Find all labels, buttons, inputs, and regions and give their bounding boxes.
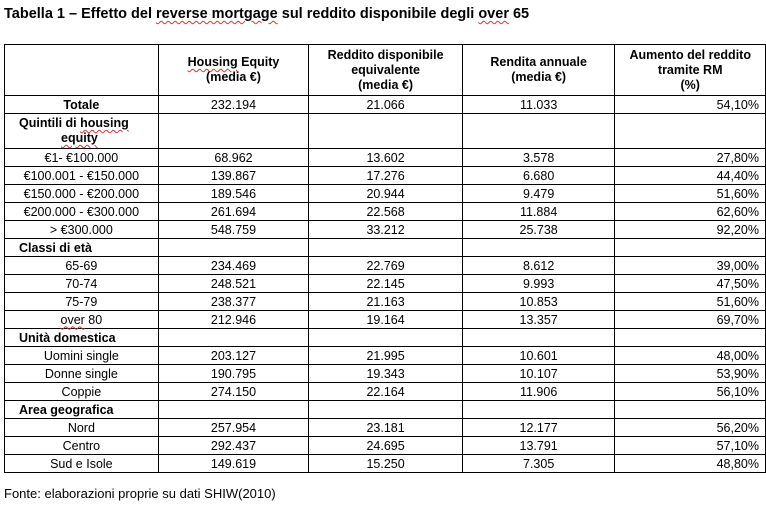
cell-rendita: 3.578	[462, 149, 615, 167]
row-label: 75-79	[5, 293, 159, 311]
title-part: Tabella 1 – Effetto del	[4, 6, 157, 22]
title-part: sul reddito disponibile degli	[277, 6, 479, 22]
section-title: Classi di età	[5, 239, 159, 257]
cell-housing-equity: 274.150	[158, 383, 309, 401]
cell-reddito: 13.602	[309, 149, 463, 167]
table-row	[5, 257, 766, 275]
table-row	[5, 455, 766, 473]
cell-reddito: 22.769	[309, 257, 463, 275]
row-label: 65-69	[5, 257, 159, 275]
cell-rendita: 6.680	[462, 167, 615, 185]
cell-aumento: 27,80%	[615, 149, 766, 167]
cell-rendita: 10.601	[462, 347, 615, 365]
title-part: 65	[508, 6, 530, 22]
cell-aumento: 48,80%	[615, 455, 766, 473]
cell-housing-equity: 212.946	[158, 311, 309, 329]
cell-rendita: 13.791	[462, 437, 615, 455]
cell-reddito: 22.164	[309, 383, 463, 401]
cell-reddito: 21.163	[309, 293, 463, 311]
table-row	[5, 419, 766, 437]
row-label: Sud e Isole	[5, 455, 159, 473]
cell-rendita: 13.357	[462, 311, 615, 329]
cell-housing-equity: 203.127	[158, 347, 309, 365]
column-header-aumento	[615, 45, 766, 96]
row-label-part: over	[60, 312, 85, 327]
cell-reddito: 21.995	[309, 347, 463, 365]
cell-housing-equity: 292.437	[158, 437, 309, 455]
cell-aumento: 51,60%	[615, 293, 766, 311]
section-header-row	[5, 329, 766, 347]
cell-rendita: 10.853	[462, 293, 615, 311]
column-header-rendita	[462, 45, 615, 96]
header-text: Reddito disponibile	[327, 47, 444, 62]
cell-rendita: 9.993	[462, 275, 615, 293]
table-title	[4, 6, 529, 22]
cell-rendita: 8.612	[462, 257, 615, 275]
cell-aumento: 47,50%	[615, 275, 766, 293]
data-table	[4, 44, 766, 473]
header-text: (%)	[680, 77, 700, 92]
row-label: 70-74	[5, 275, 159, 293]
column-header-empty	[5, 45, 159, 96]
header-text: equivalente	[351, 62, 420, 77]
cell-aumento: 57,10%	[615, 437, 766, 455]
table-row	[5, 383, 766, 401]
row-label: €200.000 - €300.000	[5, 203, 159, 221]
cell-housing-equity: 234.469	[158, 257, 309, 275]
cell-rendita: 11.906	[462, 383, 615, 401]
section-title	[5, 114, 159, 149]
title-part: over	[478, 6, 509, 22]
cell-aumento: 92,20%	[615, 221, 766, 239]
cell-housing-equity: 232.194	[158, 96, 309, 114]
section-title-part: equity	[61, 131, 98, 145]
cell-reddito: 22.568	[309, 203, 463, 221]
header-text: Equity	[237, 55, 280, 69]
row-label: Centro	[5, 437, 159, 455]
cell-housing-equity: 139.867	[158, 167, 309, 185]
total-row	[5, 96, 766, 114]
cell-reddito: 17.276	[309, 167, 463, 185]
cell-aumento: 48,00%	[615, 347, 766, 365]
cell-aumento: 39,00%	[615, 257, 766, 275]
cell-reddito: 23.181	[309, 419, 463, 437]
cell-rendita: 11.884	[462, 203, 615, 221]
section-title-part: Quintili di	[19, 116, 81, 130]
section-header-row	[5, 114, 766, 149]
cell-housing-equity: 261.694	[158, 203, 309, 221]
column-header-reddito	[309, 45, 463, 96]
cell-rendita: 7.305	[462, 455, 615, 473]
section-title: Unità domestica	[5, 329, 159, 347]
title-part: reverse mortgage	[156, 6, 278, 22]
header-text: (media €)	[358, 77, 414, 92]
cell-rendita: 9.479	[462, 185, 615, 203]
section-title: Area geografica	[5, 401, 159, 419]
row-label: Uomini single	[5, 347, 159, 365]
header-text: Rendita annuale	[490, 55, 587, 69]
row-label: Totale	[5, 96, 159, 114]
header-text: Aumento del reddito	[629, 47, 751, 62]
cell-rendita: 25.738	[462, 221, 615, 239]
row-label: Nord	[5, 419, 159, 437]
cell-housing-equity: 248.521	[158, 275, 309, 293]
cell-reddito: 19.343	[309, 365, 463, 383]
cell-housing-equity: 257.954	[158, 419, 309, 437]
row-label: > €300.000	[5, 221, 159, 239]
cell-reddito: 24.695	[309, 437, 463, 455]
table-row	[5, 275, 766, 293]
row-label: Coppie	[5, 383, 159, 401]
cell-reddito: 21.066	[309, 96, 463, 114]
row-label: €150.000 - €200.000	[5, 185, 159, 203]
header-text: (media €)	[511, 70, 567, 84]
source-note: Fonte: elaborazioni proprie su dati SHIW(2010)	[4, 486, 276, 501]
table-row	[5, 437, 766, 455]
cell-rendita: 12.177	[462, 419, 615, 437]
cell-aumento: 62,60%	[615, 203, 766, 221]
header-text: (media €)	[206, 70, 261, 84]
cell-rendita: 11.033	[462, 96, 615, 114]
cell-reddito: 15.250	[309, 455, 463, 473]
cell-reddito: 19.164	[309, 311, 463, 329]
section-header-row	[5, 401, 766, 419]
cell-reddito: 20.944	[309, 185, 463, 203]
cell-aumento: 54,10%	[615, 96, 766, 114]
row-label: Donne single	[5, 365, 159, 383]
cell-aumento: 53,90%	[615, 365, 766, 383]
column-header-housing-equity	[158, 45, 309, 96]
cell-housing-equity: 189.546	[158, 185, 309, 203]
cell-aumento: 44,40%	[615, 167, 766, 185]
table-row	[5, 311, 766, 329]
table-row	[5, 221, 766, 239]
cell-housing-equity: 238.377	[158, 293, 309, 311]
cell-reddito: 22.145	[309, 275, 463, 293]
row-label: €100.001 - €150.000	[5, 167, 159, 185]
cell-aumento: 56,10%	[615, 383, 766, 401]
cell-aumento: 69,70%	[615, 311, 766, 329]
row-label-part: 80	[84, 312, 103, 327]
header-row	[5, 45, 766, 96]
table-row	[5, 185, 766, 203]
table-row	[5, 149, 766, 167]
cell-rendita: 10.107	[462, 365, 615, 383]
table-row	[5, 203, 766, 221]
row-label: €1- €100.000	[5, 149, 159, 167]
header-text: tramite RM	[657, 62, 723, 77]
table-row	[5, 167, 766, 185]
cell-aumento: 56,20%	[615, 419, 766, 437]
table-row	[5, 365, 766, 383]
cell-housing-equity: 548.759	[158, 221, 309, 239]
table-row	[5, 347, 766, 365]
table-row	[5, 293, 766, 311]
header-text: Housing	[187, 55, 238, 69]
row-label	[5, 311, 159, 329]
cell-reddito: 33.212	[309, 221, 463, 239]
cell-housing-equity: 68.962	[158, 149, 309, 167]
section-header-row	[5, 239, 766, 257]
cell-aumento: 51,60%	[615, 185, 766, 203]
cell-housing-equity: 149.619	[158, 455, 309, 473]
section-title-part: housing	[80, 116, 129, 130]
cell-housing-equity: 190.795	[158, 365, 309, 383]
